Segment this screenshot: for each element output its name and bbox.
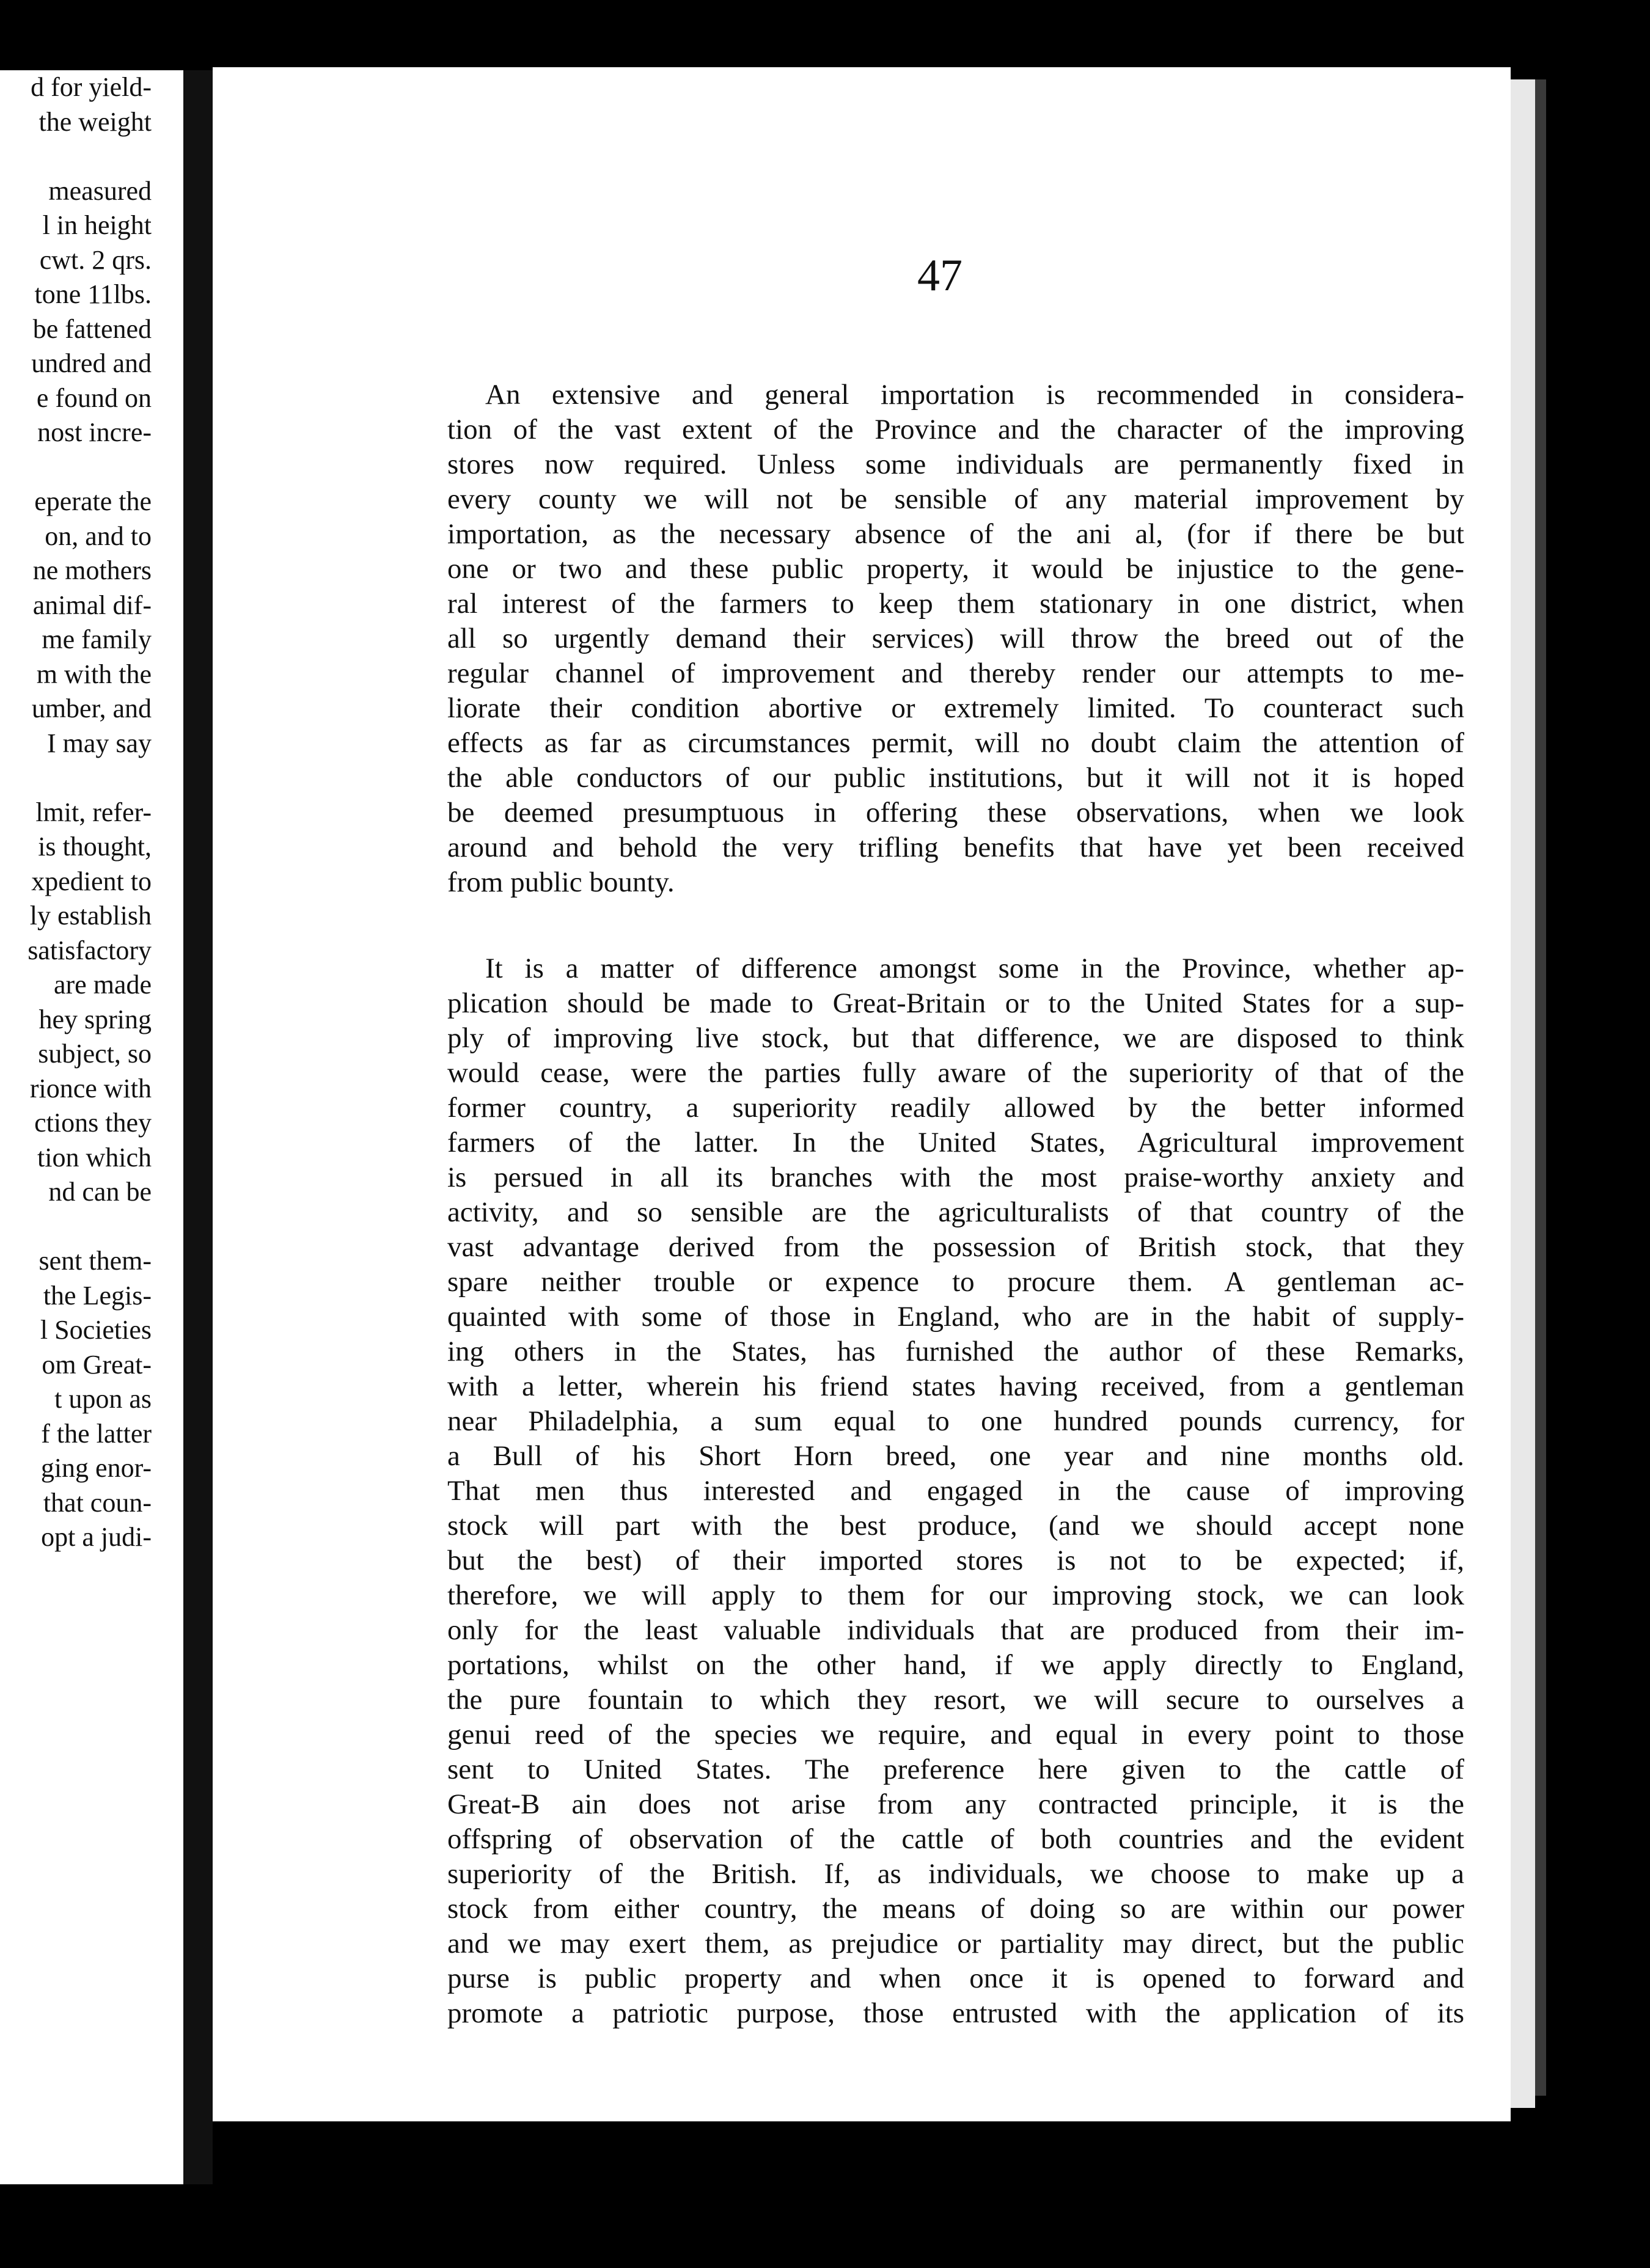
text-line: undred and [31, 348, 152, 378]
text-line: sent them- [38, 1246, 152, 1276]
text-line: cwt. 2 qrs. [39, 244, 152, 275]
text-line: me family [42, 624, 152, 654]
text-line: genui reed of the species we require, and equal in every point to those [447, 1719, 1464, 1750]
text-line: the able conductors of our public institutions, but it will not it is hoped [447, 762, 1464, 794]
text-line: activity, and so sensible are the agriculturalists of that country of the [447, 1196, 1464, 1228]
text-line: portations, whilst on the other hand, if we apply directly to England, [447, 1649, 1464, 1681]
text-line: a Bull of his Short Horn breed, one year and nine months old. [447, 1440, 1464, 1472]
line-gap [0, 139, 152, 174]
text-line: spare neither trouble or expence to procure them. A gentleman ac- [447, 1266, 1464, 1298]
paragraph-2 [447, 951, 1464, 2031]
text-line: om Great- [42, 1349, 152, 1380]
left-page-fragment [0, 70, 183, 2184]
text-line: An extensive and general importation is recommended in considera- [485, 379, 1464, 411]
text-line: hey spring [38, 1004, 152, 1034]
line-gap [0, 450, 152, 485]
text-line: is persued in all its branches with the most praise-worthy anxiety and [447, 1161, 1464, 1193]
text-line: around and behold the very trifling benefits that have yet been received [447, 832, 1464, 863]
text-line: that coun- [43, 1487, 152, 1518]
left-page-text [0, 70, 152, 1555]
text-line: offspring of observation of the cattle of both countries and the evident [447, 1823, 1464, 1855]
text-line: liorate their condition abortive or extremely limited. To counteract such [447, 692, 1464, 724]
text-line: but the best) of their imported stores is not to be expected; if, [447, 1545, 1464, 1576]
text-line: superiority of the British. If, as individuals, we choose to make up a [447, 1858, 1464, 1890]
text-line: plication should be made to Great-Britain or to the United States for a sup- [447, 987, 1464, 1019]
text-line: ing others in the States, has furnished the author of these Remarks, [447, 1336, 1464, 1367]
text-line: m with the [36, 659, 152, 689]
text-line: be deemed presumptuous in offering these observations, when we look [447, 797, 1464, 829]
page-edge [1511, 79, 1535, 2108]
text-line: umber, and [31, 693, 152, 723]
text-line: stores now required. Unless some individuals are permanently fixed in [447, 448, 1464, 480]
text-line: tion which [37, 1142, 152, 1172]
text-line: the weight [38, 106, 152, 137]
text-line: d for yield- [31, 72, 152, 102]
text-line: animal dif- [32, 590, 152, 620]
page-edge-shadow [1535, 79, 1546, 2096]
text-line: purse is public property and when once it is opened to forward and [447, 1963, 1464, 1994]
text-line: ne mothers [32, 555, 152, 585]
text-line: near Philadelphia, a sum equal to one hundred pounds currency, for [447, 1405, 1464, 1437]
text-line: farmers of the latter. In the United States, Agricultural improvement [447, 1127, 1464, 1158]
text-line: sent to United States. The preference here given to the cattle of [447, 1754, 1464, 1785]
text-line: nost incre- [37, 417, 152, 447]
text-line: f the latter [41, 1418, 152, 1449]
text-line: ly establish [29, 901, 152, 931]
book-gutter [183, 70, 213, 2184]
text-line: on, and to [45, 521, 152, 551]
text-line: tone 11lbs. [34, 279, 152, 309]
page-body [447, 378, 1464, 2082]
text-line: rionce with [29, 1073, 152, 1103]
text-line: ctions they [34, 1108, 152, 1138]
text-line: It is a matter of difference amongst some in the Province, whether ap- [485, 953, 1464, 984]
text-line: effects as far as circumstances permit, will no doubt claim the attention of [447, 727, 1464, 759]
text-line: stock will part with the best produce, (and we should accept none [447, 1510, 1464, 1542]
text-line: from public bounty. [447, 866, 675, 898]
text-line: vast advantage derived from the possession of British stock, that they [447, 1231, 1464, 1263]
text-line: subject, so [38, 1039, 152, 1069]
text-line: with a letter, wherein his friend states having received, from a gentleman [447, 1370, 1464, 1402]
line-gap [0, 1210, 152, 1245]
text-line: satisfactory [28, 935, 152, 965]
text-line: importation, as the necessary absence of the ani al, (for if there be but [447, 518, 1464, 550]
text-line: eperate the [34, 486, 152, 516]
text-line: l in height [42, 210, 152, 240]
text-line: xpedient to [31, 866, 152, 896]
text-line: tion of the vast extent of the Province and the character of the improving [447, 414, 1464, 445]
text-line: lmit, refer- [35, 797, 152, 827]
text-line: all so urgently demand their services) will throw the breed out of the [447, 623, 1464, 654]
scan-border [183, 2184, 1650, 2268]
text-line: stock from either country, the means of doing so are within our power [447, 1893, 1464, 1925]
text-line: promote a patriotic purpose, those entrusted with the application of its [447, 1997, 1464, 2029]
right-page [213, 67, 1511, 2121]
line-gap [0, 761, 152, 796]
text-line: therefore, we will apply to them for our improving stock, we can look [447, 1579, 1464, 1611]
text-line: former country, a superiority readily allowed by the better informed [447, 1092, 1464, 1124]
page-number: 47 [917, 251, 963, 301]
text-line: ral interest of the farmers to keep them stationary in one district, when [447, 588, 1464, 620]
text-line: one or two and these public property, it would be injustice to the gene- [447, 553, 1464, 585]
text-line: would cease, were the parties fully aware of the superiority of that of the [447, 1057, 1464, 1089]
text-line: opt a judi- [41, 1522, 152, 1552]
text-line: t upon as [54, 1384, 152, 1414]
text-line: the Legis- [43, 1280, 152, 1311]
text-line: and we may exert them, as prejudice or partiality may direct, but the public [447, 1928, 1464, 1959]
paragraph-1 [447, 378, 1464, 900]
text-line: are made [54, 970, 152, 1000]
text-line: the pure fountain to which they resort, we will secure to ourselves a [447, 1684, 1464, 1716]
text-line: regular channel of improvement and thereby render our attempts to me- [447, 657, 1464, 689]
text-line: e found on [36, 382, 152, 413]
text-line: every county we will not be sensible of any material improvement by [447, 483, 1464, 515]
text-line: quainted with some of those in England, who are in the habit of supply- [447, 1301, 1464, 1333]
text-line: be fattened [32, 313, 152, 344]
text-line: only for the least valuable individuals that are produced from their im- [447, 1614, 1464, 1646]
text-line: measured [48, 175, 152, 206]
text-line: ply of improving live stock, but that difference, we are disposed to think [447, 1022, 1464, 1054]
text-line: is thought, [38, 832, 152, 861]
text-line: That men thus interested and engaged in the cause of improving [447, 1475, 1464, 1507]
text-line: nd can be [48, 1177, 152, 1207]
text-line: ging enor- [40, 1453, 152, 1483]
text-line: Great-B ain does not arise from any contracted principle, it is the [447, 1788, 1464, 1820]
text-line: I may say [46, 728, 152, 758]
text-line: l Societies [40, 1315, 152, 1345]
